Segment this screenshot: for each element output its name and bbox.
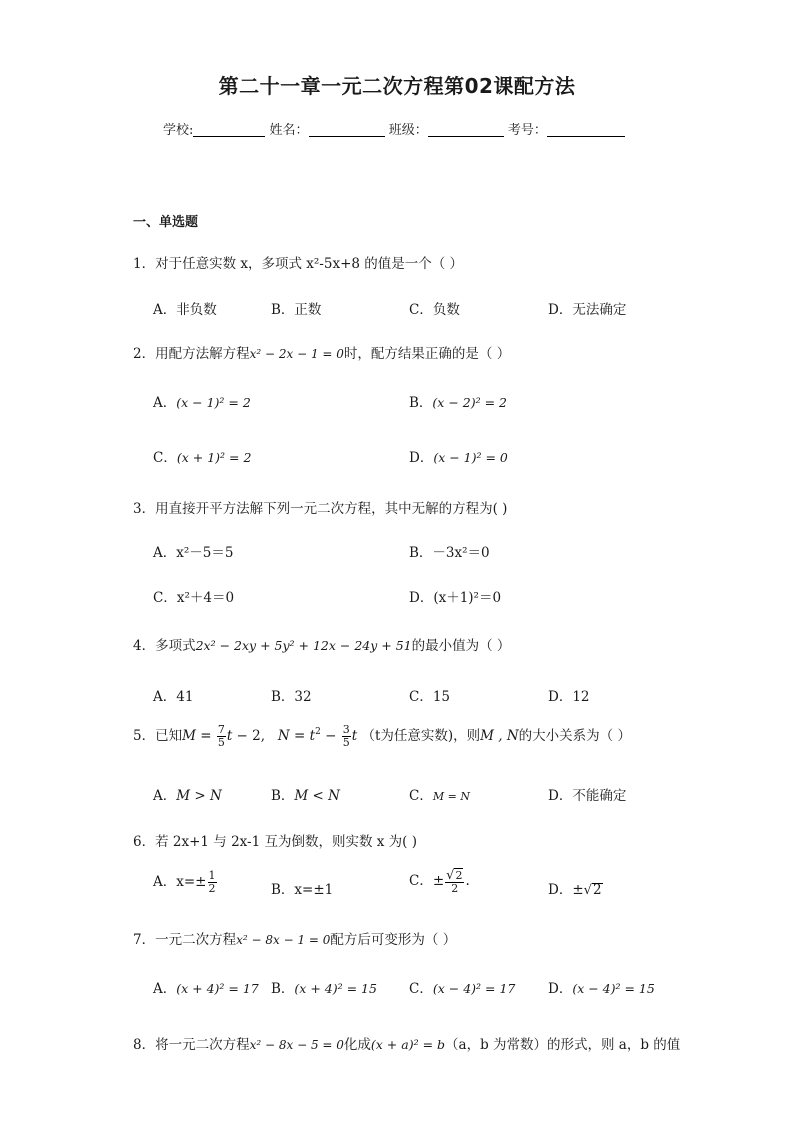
school-label: 学校: xyxy=(163,123,194,138)
number-blank xyxy=(547,122,625,137)
q6-option-d: D．±√2 xyxy=(548,882,602,898)
q3-option-c: C．x²＋4＝0 xyxy=(153,590,235,606)
q6-option-a: A．x=± $\frac{1}{2}$ xyxy=(153,869,216,895)
number-label: 考号： xyxy=(507,123,547,138)
q7-option-c: C．(x − 4)² = 17 xyxy=(409,981,516,997)
question-2: 2．用配方法解方程x² − 2x − 1 = 0时，配方结果正确的是（ ） xyxy=(133,346,511,362)
question-8: 8．将一元二次方程x² − 8x − 5 = 0化成(x + a)² = b（a，b 为常数）的形式，则 a，b 的值 xyxy=(133,1037,681,1053)
q4-polynomial: 2x² − 2xy + 5y² + 12x − 24y + 51 xyxy=(195,638,412,653)
q1-option-b: B．正数 xyxy=(271,302,322,318)
page-title: 第二十一章一元二次方程第02课配方法 xyxy=(218,74,576,98)
q4-option-c: C．15 xyxy=(409,689,451,705)
q2-option-d: D．(x − 1)² = 0 xyxy=(409,450,508,466)
name-label: 姓名： xyxy=(269,123,309,138)
q3-option-d: D．(x＋1)²＝0 xyxy=(409,590,502,606)
q6-option-b: B．x=±1 xyxy=(271,882,334,898)
q3-option-b: B．－3x²＝0 xyxy=(409,545,490,561)
class-label: 班级： xyxy=(388,123,428,138)
q4-option-b: B．32 xyxy=(271,689,312,705)
q2-option-b: B．(x − 2)² = 2 xyxy=(409,395,507,411)
q6-option-c: C．± $\frac{√2}{2}$ . xyxy=(409,868,470,895)
section-heading: 一、单选题 xyxy=(133,215,199,230)
name-blank xyxy=(309,122,385,137)
q2-equation: x² − 2x − 1 = 0 xyxy=(249,347,344,361)
q1-option-c: C．负数 xyxy=(409,302,460,318)
q1-option-a: A．非负数 xyxy=(153,302,217,318)
question-1: 1．对于任意实数 x，多项式 x²-5x+8 的值是一个（ ） xyxy=(133,256,464,272)
q4-option-a: A．41 xyxy=(153,689,194,705)
question-6: 6．若 2x+1 与 2x-1 互为倒数，则实数 x 为( ) xyxy=(133,834,417,850)
student-info-line xyxy=(163,119,625,138)
q7-option-b: B．(x + 4)² = 15 xyxy=(271,981,377,997)
q4-option-d: D．12 xyxy=(548,689,590,705)
q2-option-c: C．(x + 1)² = 2 xyxy=(153,450,252,466)
school-blank xyxy=(193,122,265,137)
fraction-7-5: $\frac{7}{5}$ xyxy=(217,723,225,749)
q3-option-a: A．x²－5＝5 xyxy=(153,545,234,561)
q1-option-d: D．无法确定 xyxy=(548,302,627,318)
q5-option-d: D．不能确定 xyxy=(548,788,627,804)
q7-option-d: D．(x − 4)² = 15 xyxy=(548,981,655,997)
q5-option-b: B．M < N xyxy=(271,788,340,804)
question-5: 5．已知M = $\frac{7}{5}$ t − 2, $N = t^2$ − $\frac{3}{5}$ t （t为任意实数)，则M , N的大小关系为（ ） xyxy=(133,723,631,749)
class-blank xyxy=(428,122,504,137)
question-7: 7．一元二次方程x² − 8x − 1 = 0配方后可变形为（ ） xyxy=(133,932,457,948)
q5-option-a: A．M > N xyxy=(153,788,222,804)
q7-option-a: A．(x + 4)² = 17 xyxy=(153,981,259,997)
question-4: 4．多项式2x² − 2xy + 5y² + 12x − 24y + 51的最小值为（ ） xyxy=(133,638,511,654)
fraction-3-5: $\frac{3}{5}$ xyxy=(342,723,350,749)
q2-option-a: A．(x − 1)² = 2 xyxy=(153,395,251,411)
question-3: 3．用直接开平方法解下列一元二次方程，其中无解的方程为( ) xyxy=(133,501,508,517)
q5-option-c: C．M = N xyxy=(409,788,470,804)
